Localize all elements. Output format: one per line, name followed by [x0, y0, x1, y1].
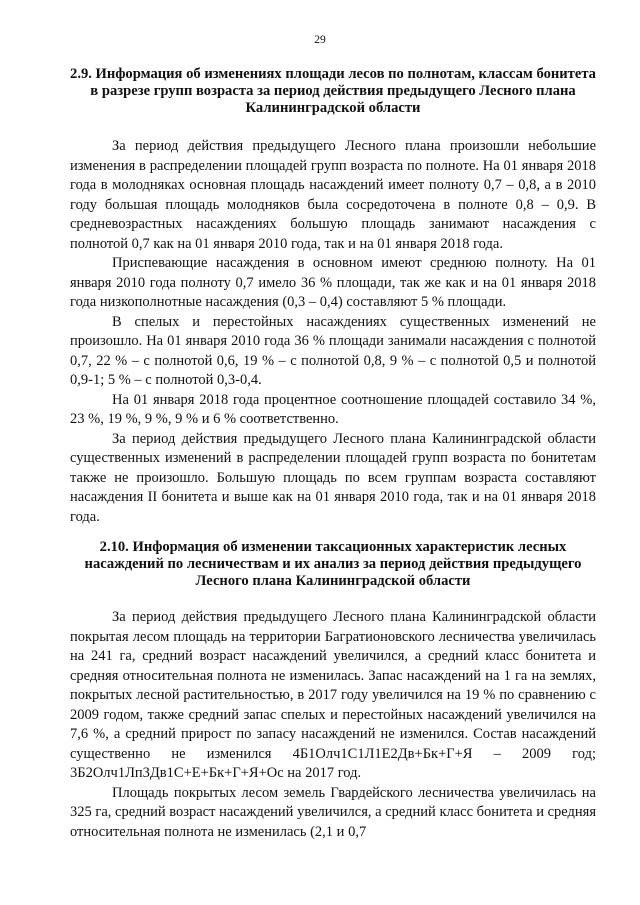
paragraph: В спелых и перестойных насаждениях существенных изменений не произошло. На 01 января 2010 года 36 % площади занимали насаждения с полнотой 0,7, 22 % – с полнотой 0,6, 19 % – с полнотой 0,8, 9 % – с полнотой 0,5 и полнотой 0,9-1; 5 % – с полнотой 0,3-0,4. — [70, 313, 596, 388]
section-heading-2-10: 2.10. Информация об изменении таксационных характеристик лесных насаждений по лесничествам и их анализ за период действия предыдущего Лесного плана Калининградской области — [84, 539, 582, 589]
section-body-2-9 — [70, 137, 596, 527]
section-body-2-10 — [70, 608, 596, 842]
page-number: 29 — [314, 34, 326, 46]
section-heading-2-9: 2.9. Информация об изменениях площади лесов по полнотам, классам бонитета в разрезе групп возраста за период действия предыдущего Лесного плана Калининградской области — [70, 66, 596, 116]
paragraph: На 01 января 2018 года процентное соотношение площадей составило 34 %, 23 %, 19 %, 9 %, 9 % и 6 % соответственно. — [70, 391, 596, 427]
paragraph: Приспевающие насаждения в основном имеют среднюю полноту. На 01 января 2010 года полноту 0,7 имело 36 % площади, так же как и на 01 января 2018 года низкополнотные насаждения (0,3 – 0,4) составляют 5 % площади. — [70, 255, 596, 310]
paragraph: За период действия предыдущего Лесного плана Калининградской области существенных изменений в распределении площадей групп возраста по бонитетам также не произошло. Большую площадь по всем группам возраста составляют насаждения II бонитета и выше как на 01 января 2010 года, так и на 01 января 2018 года. — [70, 430, 596, 525]
paragraph: Площадь покрытых лесом земель Гвардейского лесничества увеличилась на 325 га, средний возраст насаждений увеличился, а средний класс бонитета и средняя относительная полнота не изменилась (2,1 и 0,7 — [70, 784, 596, 840]
paragraph: За период действия предыдущего Лесного плана произошли небольшие изменения в распределении площадей групп возраста по полноте. На 01 января 2018 года в молодняках основная площадь насаждений имеет полноту 0,7 – 0,8, а в 2010 году большая площадь молодняков была сосредоточена в полноте 0,8 – 0,9. В средневозрастных насаждениях большую площадь занимают насаждения с полнотой 0,7 как на 01 января 2010 года, так и на 01 января 2018 года. — [70, 138, 596, 252]
paragraph: За период действия предыдущего Лесного плана Калининградской области покрытая лесом площадь на территории Багратионовского лесничества увеличилась на 241 га, средний возраст насаждений увеличился, а средний класс бонитета и средняя относительная полнота не изменилась. Запас насаждений на 1 га на землях, покрытых лесной растительностью, в 2017 году увеличился на 19 % по сравнению с 2009 годом, также средний запас спелых и перестойных насаждений увеличился на 7,6 %, а средний прирост по запасу насаждений не изменился. Состав насаждений существенно не изменился 4Б1Олч1С1Л1Е2Дв+Бк+Г+Я – 2009 год; 3Б2Олч1Лп3Дв1С+Е+Бк+Г+Я+Ос на 2017 год. — [70, 609, 596, 781]
